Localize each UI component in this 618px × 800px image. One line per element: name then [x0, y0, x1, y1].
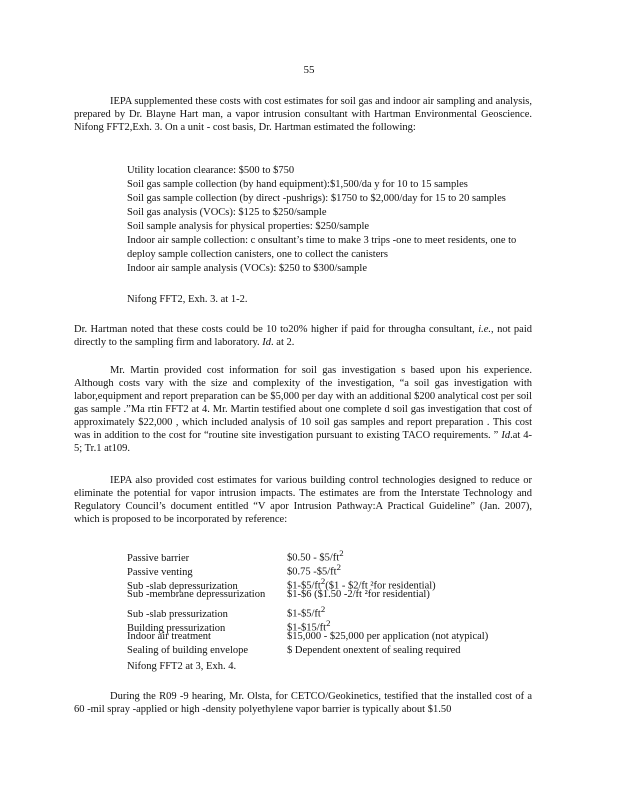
- table-row: Sub -slab pressurization $\$1-\$5/ft^2$: [127, 604, 326, 620]
- sampling-cost-list: [110, 164, 530, 276]
- list-item: Soil sample analysis for physical properties: $250/sample: [127, 221, 370, 232]
- page-number: 55: [303, 64, 315, 76]
- paragraph-martin-costs: Mr. Martin provided cost information for soil gas investigation s based upon his experience. Although costs vary with the size and complexity of the investigation, “a soil gas investigation with labor,equipment and report preparation can be $5,000 per day with an additional $200 analytical cost per soil gas sample .”Ma rtin FFT2 at 4. Mr. Martin testified about one complete d soil gas investigation that cost of approximately $22,000 , which included analysis of 10 soil gas samples and report preparation . This cost was in addition to the cost for “routine site investigation pursuant to existing TACO requirements. ” Id.at 4- 5; Tr.1 at109.: [74, 365, 533, 454]
- list-item: Soil gas analysis (VOCs): $125 to $250/sample: [127, 207, 327, 218]
- table-row: Passive barrier $0.50 - $\$5/ft^2$: [127, 548, 344, 564]
- table-row: Sub -membrane depressurization $1-$6 ($1.50 -2/ft ²for residential): [127, 589, 430, 600]
- list-item: Soil gas sample collection (by direct -pushrigs): $1750 to $2,000/day for 15 to 20 samples: [127, 193, 506, 204]
- table-row: Sub -slab depressurization $\$1-\$5/ft^2(\$1$ - $2/ft ²for residential): [127, 576, 436, 592]
- table-row: Sealing of building envelope $ Dependent onextent of sealing required: [127, 645, 461, 656]
- list-item: Soil gas sample collection (by hand equipment):$1,500/da y for 10 to 15 samples: [127, 179, 468, 190]
- paragraph-olsta-testimony: During the R09 -9 hearing, Mr. Olsta, for CETCO/Geokinetics, testified that the installed cost of a 60 -mil spray -applied or high -density polyethylene vapor barrier is typically about $1.50: [74, 691, 532, 715]
- paragraph-building-controls: IEPA also provided cost estimates for various building control technologies designed to reduce or eliminate the potential for vapor intrusion impacts. The estimates are from the Interstate Technology and Regulatory Council’s document entitled “V apor Intrusion Pathway:A Practical Guideline” (Jan. 2007), which is proposed to be incorporated by reference:: [74, 475, 532, 525]
- paragraph-hartman-noted: Dr. Hartman noted that these costs could be 10 to20% higher if paid for througha consultant, i.e., not paid directly to the sampling firm and laboratory. Id. at 2.: [74, 324, 533, 348]
- list2-citation: Nifong FFT2 at 3, Exh. 4.: [127, 661, 237, 672]
- list-item: Indoor air sample collection: c onsultant’s time to make 3 trips -one to meet residents, one to deploy sample collection canisters, one to collect the canisters: [127, 235, 517, 260]
- list-item: Utility location clearance: $500 to $750: [127, 165, 295, 176]
- list1-citation: Nifong FFT2, Exh. 3. at 1-2.: [127, 294, 248, 305]
- paragraph-iepa-supplemented: IEPA supplemented these costs with cost estimates for soil gas and indoor air sampling and analysis, prepared by Dr. Blayne Hart man, a vapor intrusion consultant with Hartman Environmental Geoscience. Nifong FFT2,Exh. 3. On a unit - cost basis, Dr. Hartman estimated the following:: [74, 96, 532, 133]
- control-technology-costs: [110, 546, 540, 658]
- list-item: Indoor air sample analysis (VOCs): $250 to $300/sample: [127, 263, 368, 274]
- table-row: Passive venting $0.75 $-\$5/ft^2$: [127, 562, 341, 578]
- table-row: Building pressurization $\$1-\$15/ft^2$: [127, 618, 331, 634]
- table-row: Indoor air treatment $15,000 - $25,000 per application (not atypical): [127, 631, 489, 642]
